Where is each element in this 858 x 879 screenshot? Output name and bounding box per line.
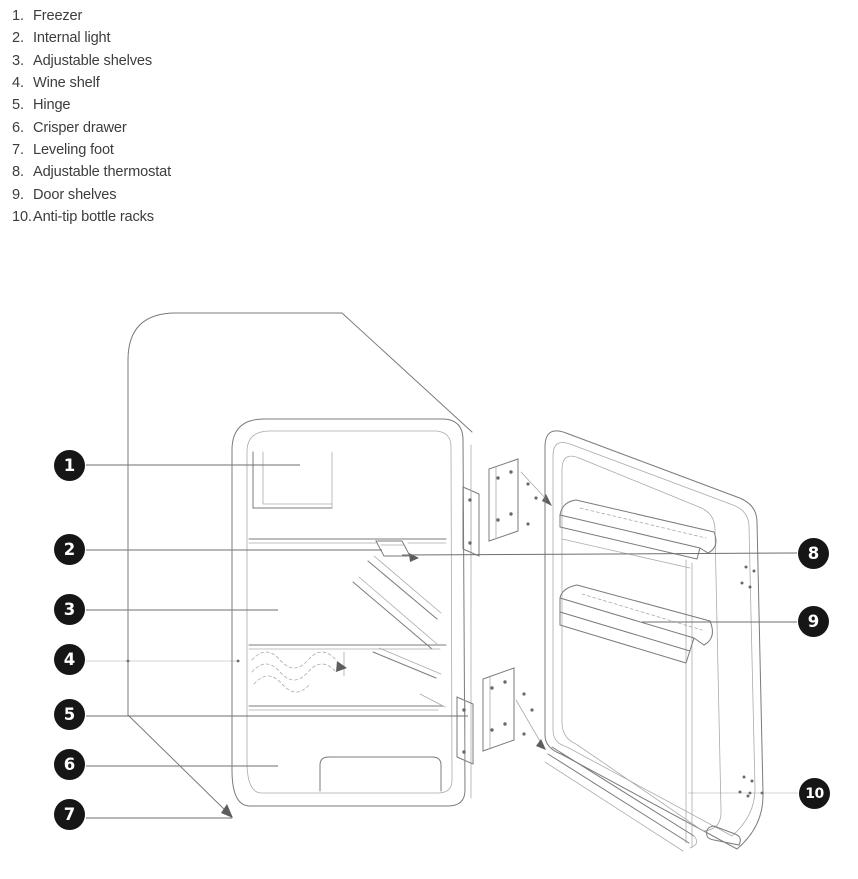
wine-shelf (252, 652, 347, 692)
cabinet-back-panel (128, 313, 472, 818)
callout-6 (54, 749, 85, 780)
callout-8 (798, 538, 829, 569)
internal-light-housing (376, 541, 419, 562)
part-number: 6. (12, 119, 24, 136)
part-label: Wine shelf (33, 75, 100, 92)
hinge-top (463, 459, 552, 556)
part-label: Door shelves (33, 186, 117, 203)
callout-number: 7 (63, 805, 76, 824)
part-label: Adjustable shelves (33, 52, 152, 69)
part-number: 10. (12, 208, 32, 225)
door-shelf-bottom (560, 585, 712, 663)
leader-lines (86, 465, 798, 818)
part-number: 5. (12, 97, 24, 114)
freezer-compartment (253, 452, 332, 508)
callout-9 (798, 606, 829, 637)
part-number: 7. (12, 141, 24, 158)
part-number: 2. (12, 30, 24, 47)
part-label: Freezer (33, 8, 83, 25)
part-number: 9. (12, 186, 24, 203)
callout-7 (54, 799, 85, 830)
callout-number: 3 (63, 600, 76, 619)
callout-number: 1 (63, 456, 76, 475)
part-label: Anti-tip bottle racks (33, 208, 154, 225)
part-number: 3. (12, 52, 24, 69)
adjustable-shelves (249, 539, 446, 710)
part-label: Leveling foot (33, 141, 114, 158)
callout-5 (54, 699, 85, 730)
part-label: Crisper drawer (33, 119, 127, 136)
callout-number: 2 (63, 540, 76, 559)
callout-number: 10 (805, 785, 824, 802)
callout-1 (54, 450, 85, 481)
callout-number: 4 (63, 650, 76, 669)
callout-number: 9 (807, 612, 820, 631)
callout-2 (54, 534, 85, 565)
door-drawing (545, 431, 763, 851)
part-number: 8. (12, 164, 24, 181)
part-number: 1. (12, 8, 24, 25)
part-label: Hinge (33, 97, 71, 114)
callout-number: 6 (63, 755, 76, 774)
callout-number: 8 (807, 544, 820, 563)
door-shelf-top (560, 500, 716, 568)
callout-number: 5 (63, 705, 76, 724)
part-label: Adjustable thermostat (33, 164, 171, 181)
callout-10 (799, 778, 830, 809)
crisper-drawer (320, 757, 441, 791)
hinge-bottom (457, 668, 546, 764)
part-label: Internal light (33, 30, 111, 47)
callout-4 (54, 644, 85, 675)
callout-3 (54, 594, 85, 625)
part-number: 4. (12, 75, 24, 92)
cabinet-front-face (232, 419, 471, 806)
